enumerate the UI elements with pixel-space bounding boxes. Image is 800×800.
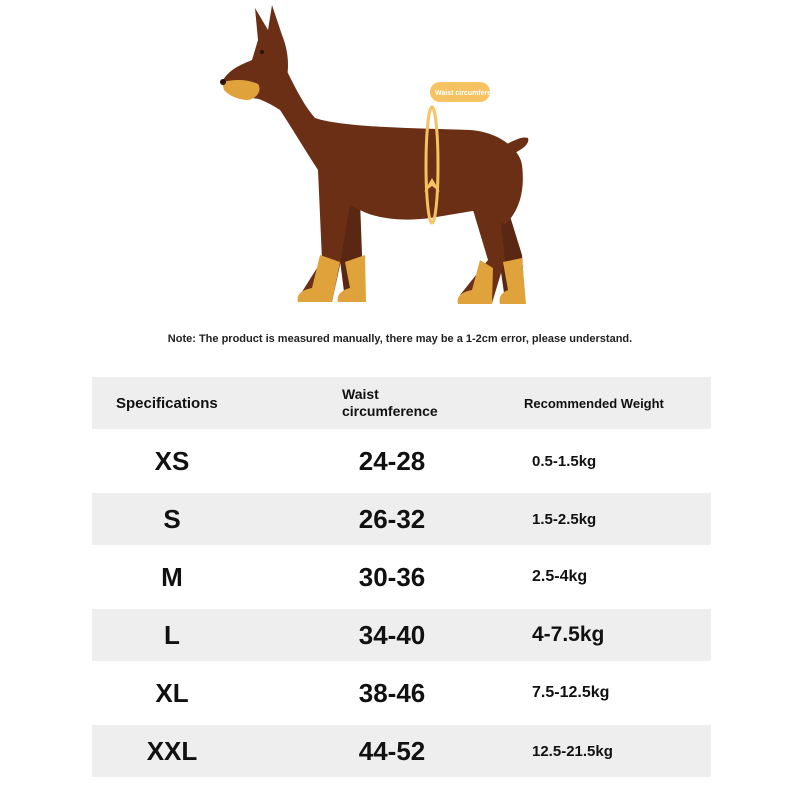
dog-paw-hind-near <box>458 260 493 304</box>
dog-nose <box>220 79 226 85</box>
size-cell: L <box>164 619 180 650</box>
waist-label-text: Waist circumference <box>435 90 504 97</box>
weight-cell: 2.5-4kg <box>532 568 588 585</box>
waist-cell: 26-32 <box>358 503 426 534</box>
header-waist-line2: circumference <box>342 403 438 419</box>
table-row <box>92 609 711 661</box>
table-row <box>92 551 711 603</box>
weight-cell: 1.5-2.5kg <box>532 510 597 528</box>
table-row <box>92 435 711 487</box>
header-waist-line1: Waist <box>342 386 379 402</box>
size-cell: M <box>161 561 183 592</box>
waist-cell: 34-40 <box>358 619 426 650</box>
size-cell: XL <box>155 677 189 708</box>
header-specifications: Specifications <box>116 394 218 412</box>
weight-cell: 7.5-12.5kg <box>532 684 610 701</box>
header-waist <box>342 377 462 429</box>
measurement-note: Note: The product is measured manually, there may be a 1-2cm error, please understand. <box>167 333 633 345</box>
weight-cell: 4-7.5kg <box>532 623 605 646</box>
header-weight: Recommended Weight <box>524 395 664 411</box>
size-chart-table <box>92 377 711 777</box>
table-row <box>92 725 711 777</box>
size-cell: XXL <box>146 735 198 766</box>
table-row <box>92 667 711 719</box>
waist-cell: 44-52 <box>358 735 426 766</box>
size-cell: XS <box>154 445 190 476</box>
table-header-row <box>92 377 711 429</box>
waist-cell: 30-36 <box>358 561 426 592</box>
dog-muzzle <box>222 80 260 100</box>
waist-cell: 38-46 <box>358 677 426 708</box>
weight-cell: 0.5-1.5kg <box>532 452 597 470</box>
waist-cell: 24-28 <box>358 445 426 476</box>
dog-illustration <box>200 0 560 320</box>
dog-paw-front-near <box>298 255 340 302</box>
size-cell: S <box>163 503 181 534</box>
table-row <box>92 493 711 545</box>
dog-eye <box>260 50 264 54</box>
weight-cell: 12.5-21.5kg <box>532 742 613 760</box>
